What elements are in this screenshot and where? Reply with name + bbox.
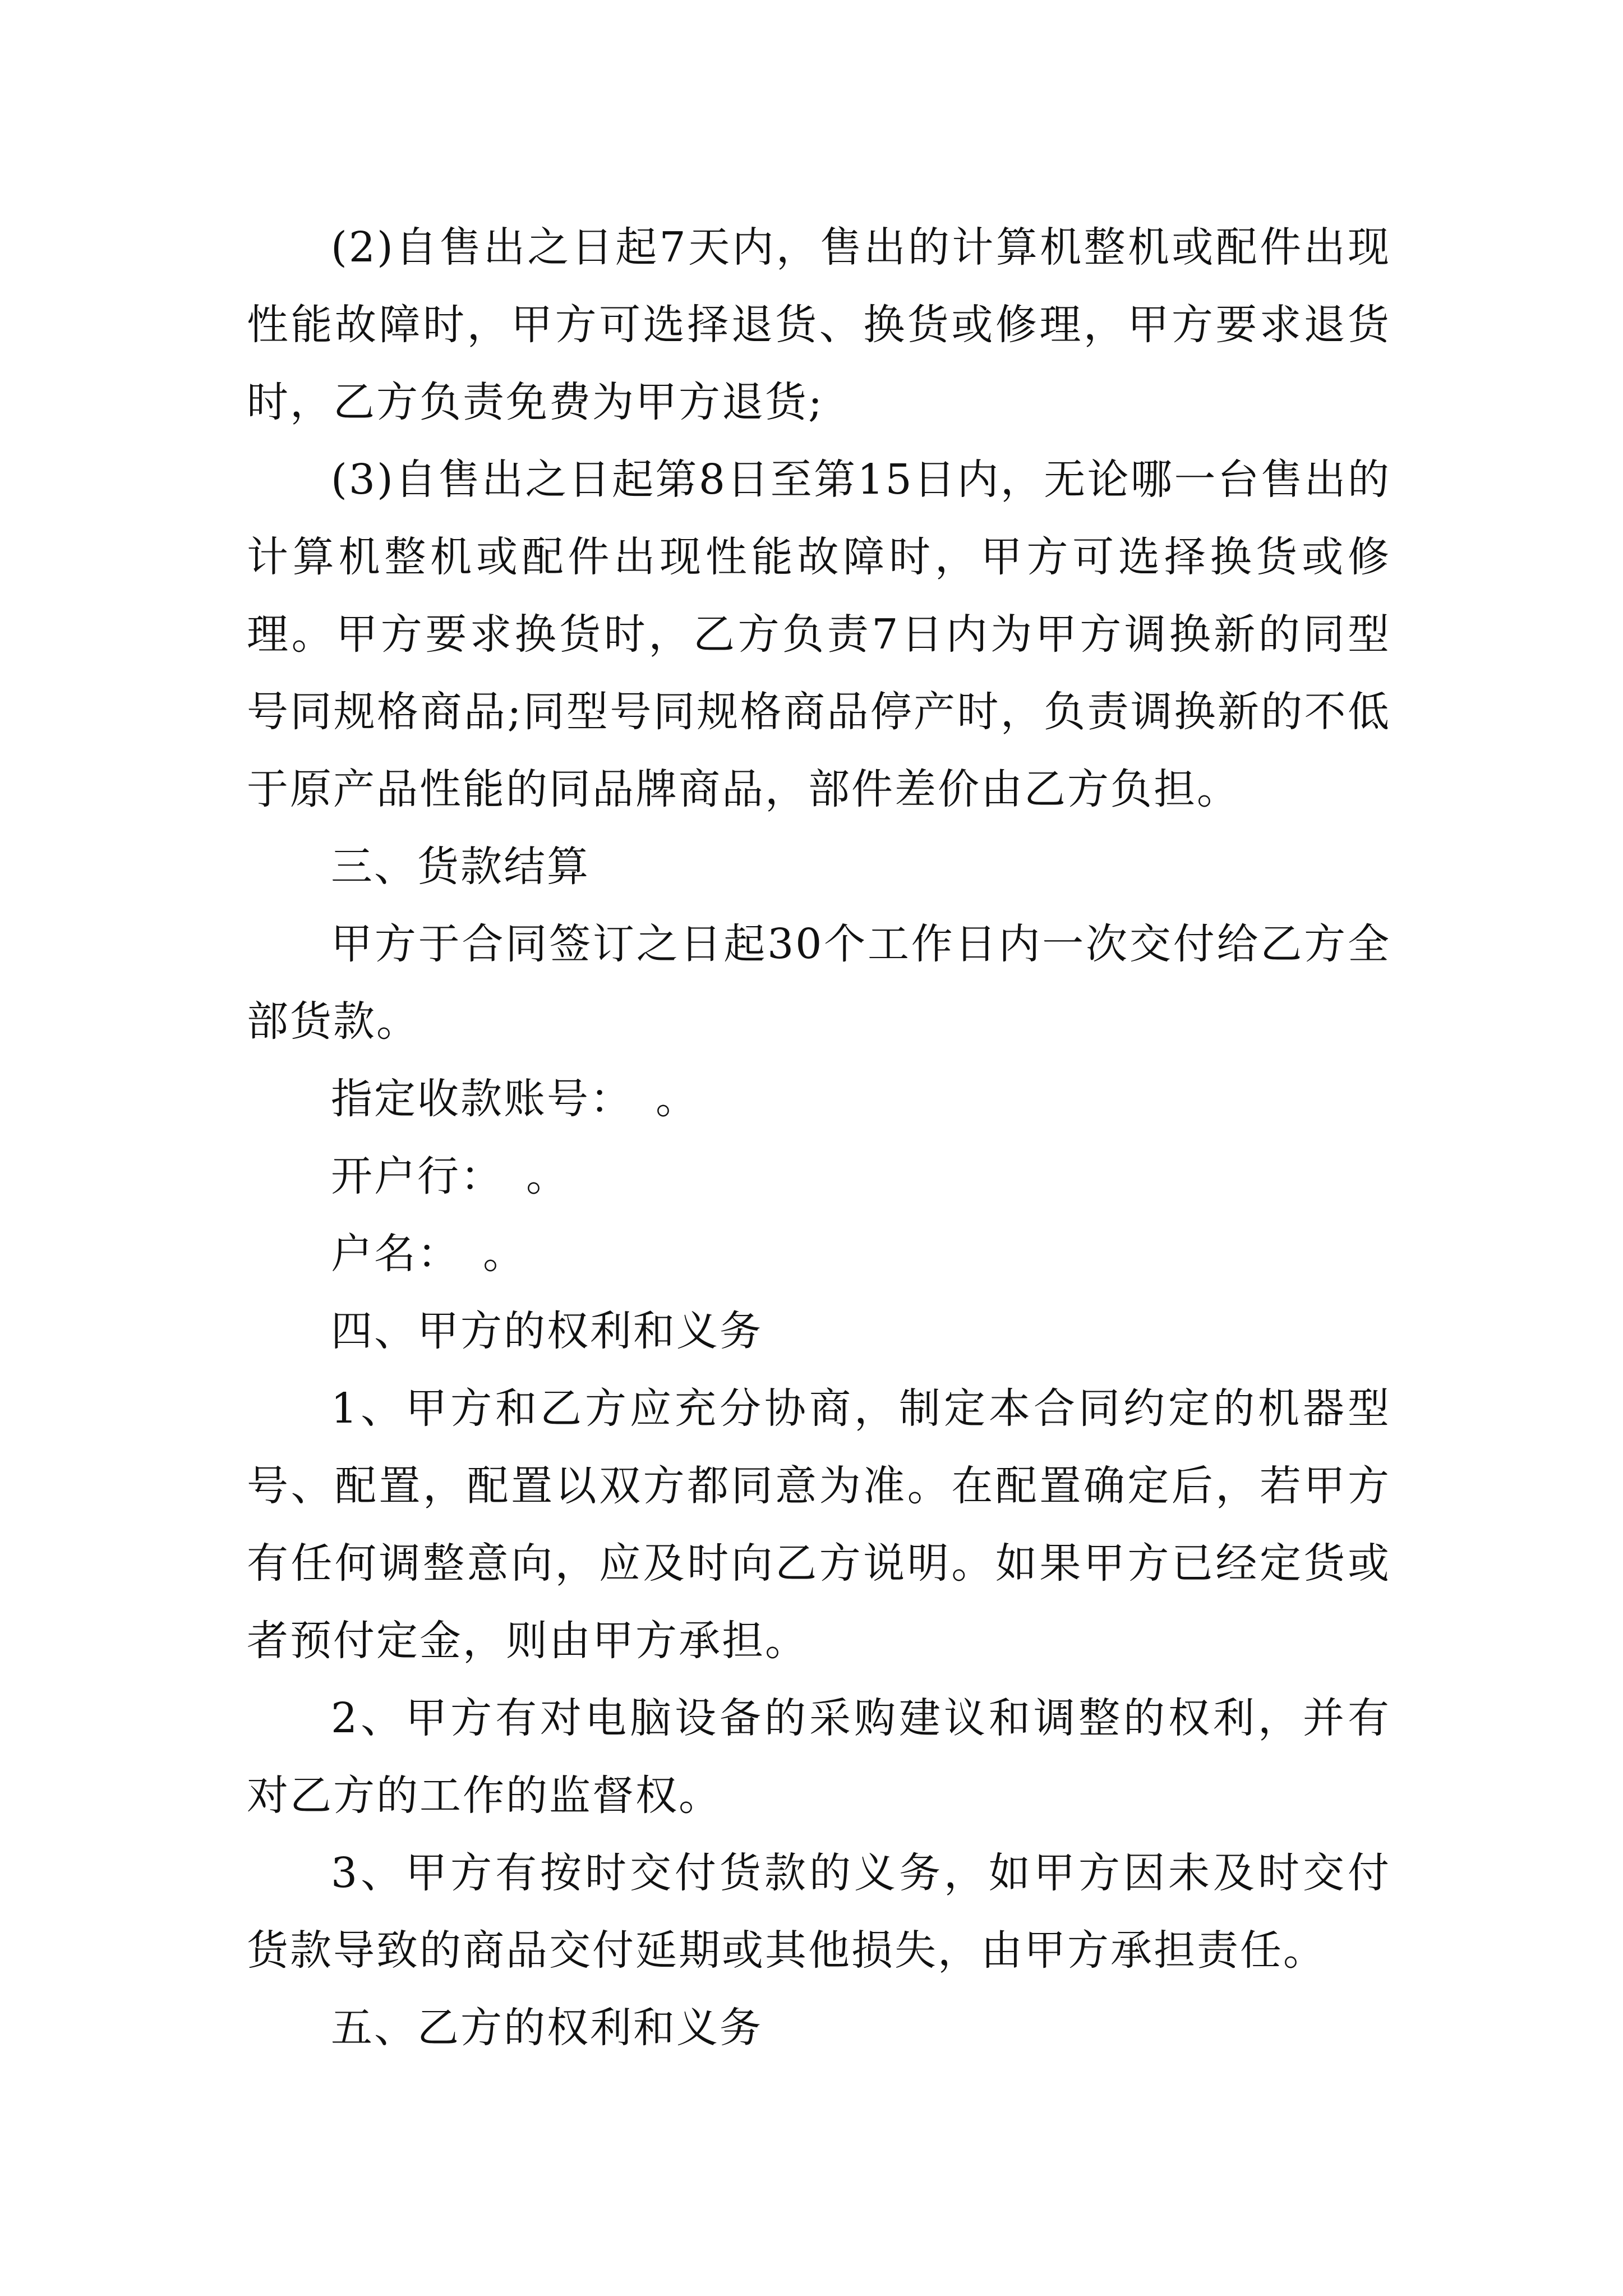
clause-3-exchange-day-8-to-15: (3)自售出之日起第8日至第15日内，无论哪一台售出的计算机整机或配件出现性能故障时，甲方可选择换货或修理。甲方要求换货时，乙方负责7日内为甲方调换新的同型号同规格商品;同型号同规格商品停产时，负责调换新的不低于原产品性能的同品牌商品，部件差价由乙方负担。 bbox=[247, 455, 1391, 813]
section-heading-party-b-rights: 五、乙方的权利和义务 bbox=[331, 2004, 763, 2052]
bank-name-line: 开户行： 。 bbox=[331, 1152, 569, 1200]
section-heading-payment-settlement: 三、货款结算 bbox=[331, 843, 590, 891]
payment-terms-paragraph: 甲方于合同签订之日起30个工作日内一次交付给乙方全部货款。 bbox=[247, 920, 1391, 1046]
party-a-clause-1: 1、甲方和乙方应充分协商，制定本合同约定的机器型号、配置，配置以双方都同意为准。在配置确定后，若甲方有任何调整意向，应及时向乙方说明。如果甲方已经定货或者预付定金，则由甲方承担。 bbox=[247, 1384, 1391, 1665]
clause-2-return-within-7-days: (2)自售出之日起7天内，售出的计算机整机或配件出现性能故障时，甲方可选择退货、换货或修理，甲方要求退货时，乙方负责免费为甲方退货; bbox=[247, 223, 1391, 426]
designated-account-line: 指定收款账号： 。 bbox=[331, 1075, 699, 1123]
section-heading-party-a-rights: 四、甲方的权利和义务 bbox=[331, 1307, 763, 1355]
document-page bbox=[247, 209, 1391, 2067]
party-a-clause-2: 2、甲方有对电脑设备的采购建议和调整的权利，并有对乙方的工作的监督权。 bbox=[247, 1694, 1391, 1820]
account-holder-line: 户名： 。 bbox=[331, 1230, 526, 1278]
party-a-clause-3: 3、甲方有按时交付货款的义务，如甲方因未及时交付货款导致的商品交付延期或其他损失，由甲方承担责任。 bbox=[247, 1849, 1391, 1975]
